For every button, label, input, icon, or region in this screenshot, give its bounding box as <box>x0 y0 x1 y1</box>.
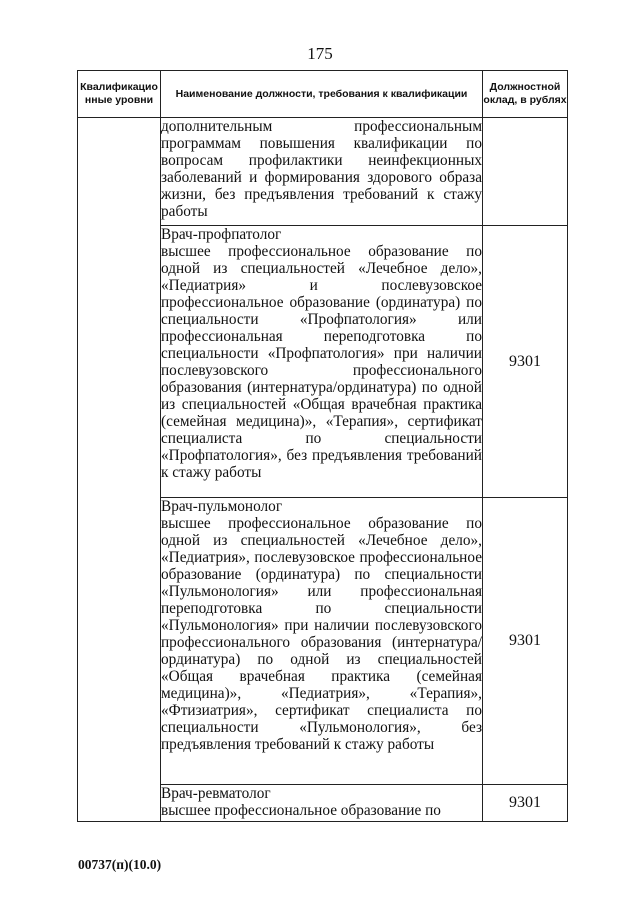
header-salary: Должностной оклад, в рублях <box>483 71 568 118</box>
header-position-requirements: Наименование должности, требования к квалификации <box>161 71 483 118</box>
page-number: 175 <box>307 44 333 63</box>
salary-cell: 9301 <box>483 226 568 498</box>
table-row <box>78 118 568 226</box>
position-cell <box>161 226 483 498</box>
salary-cell: 9301 <box>483 498 568 785</box>
qualification-level-cell <box>78 118 161 822</box>
header-qualification-levels: Квалификацио нные уровни <box>78 71 161 118</box>
position-cell <box>161 498 483 785</box>
document-code: 00737(п)(10.0) <box>78 857 162 872</box>
position-cell <box>161 785 483 822</box>
salary-cell <box>483 118 568 226</box>
position-requirements: дополнительным профессиональным программам повышения квалификации по вопросам профилактики неинфекционных заболеваний и формирования здорового образа жизни, без предъявления требований к стажу работы <box>161 118 482 220</box>
position-title: Врач-профпатолог <box>161 226 282 243</box>
table-header-row <box>78 71 568 118</box>
position-requirements: высшее профессиональное образование по одной из специальностей «Лечебное дело», «Педиатрия», послевузовское профессиональное образование (ординатура) по специальности «Пульмонология» или профессиональная переподготовка по специальности «Пульмонология» при наличии послевузовского профессионального образования (интернатура/ординатура) по одной из специальностей «Общая врачебная практика (семейная медицина)», «Педиатрия», «Терапия», «Фтизиатрия», сертификат специалиста по специальности «Пульмонология», без предъявления требований к стажу работы <box>161 515 482 753</box>
position-cell <box>161 118 483 226</box>
salary-cell: 9301 <box>483 785 568 822</box>
position-requirements: высшее профессиональное образование по <box>161 802 441 819</box>
position-requirements: высшее профессиональное образование по одной из специальностей «Лечебное дело», «Педиатрия» и послевузовское профессиональное образование (ординатура) по специальности «Профпатология» или профессиональная переподготовка по специальности «Профпатология» при наличии послевузовского профессионального образования (интернатура/ординатура) по одной из специальностей «Общая врачебная практика (семейная медицина)», «Терапия», сертификат специалиста по специальности «Профпатология», без предъявления требований к стажу работы <box>161 243 482 481</box>
position-title: Врач-пульмонолог <box>161 498 283 515</box>
position-title: Врач-ревматолог <box>161 785 271 802</box>
qualification-table <box>77 70 568 822</box>
